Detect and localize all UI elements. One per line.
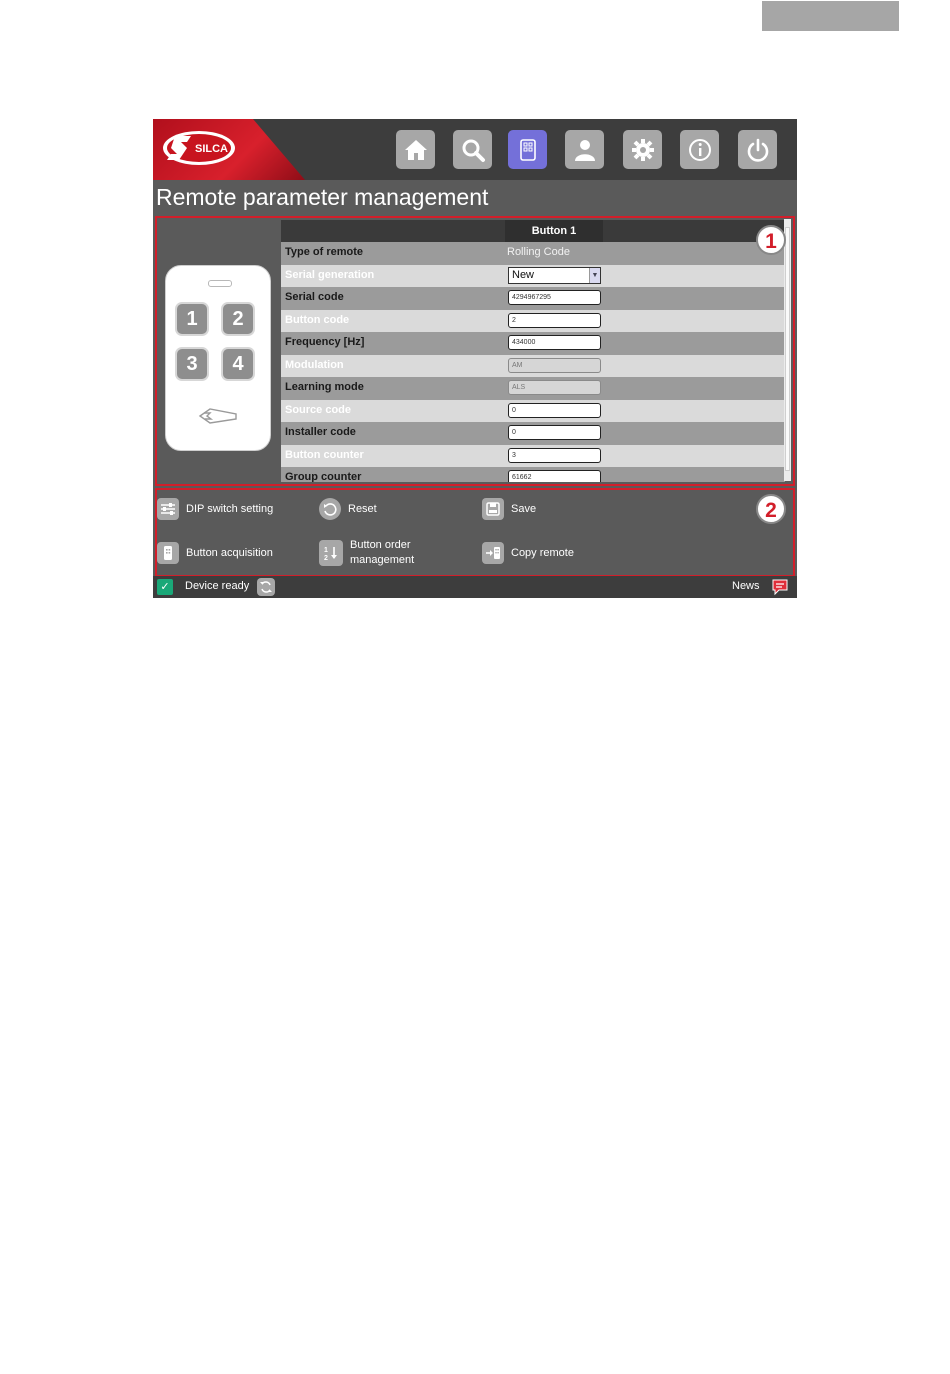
top-bar <box>153 119 797 180</box>
remote-key-4[interactable]: 4 <box>221 347 255 381</box>
power-icon <box>745 137 771 163</box>
page-title: Remote parameter management <box>156 184 489 210</box>
select-value: New <box>512 268 535 281</box>
modulation-field: AM <box>508 358 601 373</box>
reset-button[interactable] <box>319 498 377 520</box>
callout-badge-1: 1 <box>756 225 786 255</box>
row-label: Type of remote <box>285 246 364 258</box>
type-of-remote-value: Rolling Code <box>507 246 570 258</box>
remote-database-icon <box>515 137 541 163</box>
row-label: Frequency [Hz] <box>285 336 365 348</box>
dip-switch-setting-button[interactable] <box>157 498 273 520</box>
settings-icon <box>630 137 656 163</box>
settings-button[interactable] <box>623 130 662 169</box>
button-counter-input[interactable]: 3 <box>508 448 601 463</box>
button-order-label <box>350 538 414 568</box>
news-label[interactable]: News <box>732 580 760 592</box>
remote-database-button[interactable] <box>508 130 547 169</box>
group-counter-input[interactable]: 61662 <box>508 470 601 482</box>
row-label: Source code <box>285 403 352 416</box>
table-row <box>281 287 785 310</box>
app-screen <box>153 119 797 598</box>
reset-icon <box>319 498 341 520</box>
remote-key-3[interactable]: 3 <box>175 347 209 381</box>
remote-led-slot <box>208 280 232 287</box>
table-row <box>281 332 785 355</box>
remote-brand-logo <box>196 406 240 426</box>
installer-code-input[interactable]: 0 <box>508 425 601 440</box>
search-icon <box>460 137 486 163</box>
user-icon <box>572 137 598 163</box>
table-row <box>281 310 785 333</box>
table-row <box>281 467 785 482</box>
table-row <box>281 422 785 445</box>
refresh-button[interactable] <box>257 578 275 596</box>
device-status-text: Device ready <box>185 580 250 592</box>
table-row <box>281 355 785 378</box>
table-row <box>281 400 785 423</box>
scrollbar-thumb[interactable] <box>785 227 790 471</box>
learning-mode-field: ALS <box>508 380 601 395</box>
row-label: Serial code <box>285 291 344 303</box>
save-icon <box>482 498 504 520</box>
remote-acquire-icon <box>157 542 179 564</box>
page-tab-marker <box>762 1 899 31</box>
copy-remote-label: Copy remote <box>511 547 574 559</box>
column-header-button-1: Button 1 <box>505 220 603 242</box>
copy-remote-button[interactable] <box>482 542 574 564</box>
serial-generation-select[interactable] <box>508 267 601 284</box>
frequency-input[interactable]: 434000 <box>508 335 601 350</box>
svg-text:1: 1 <box>324 547 328 554</box>
row-label: Button counter <box>285 448 364 461</box>
button-order-label-line2: management <box>350 554 415 566</box>
table-row <box>281 445 785 468</box>
device-ready-check-icon: ✓ <box>157 579 173 595</box>
callout-badge-2: 2 <box>756 494 786 524</box>
sliders-icon <box>157 498 179 520</box>
table-row <box>281 265 785 288</box>
button-acquisition-button[interactable] <box>157 542 273 564</box>
refresh-icon <box>259 580 273 594</box>
save-button[interactable] <box>482 498 536 520</box>
row-label: Learning mode <box>285 381 364 393</box>
parameters-table <box>281 220 785 482</box>
source-code-input[interactable]: 0 <box>508 403 601 418</box>
serial-code-input[interactable]: 4294967295 <box>508 290 601 305</box>
row-label: Serial generation <box>285 268 375 281</box>
home-button[interactable] <box>396 130 435 169</box>
dip-switch-label: DIP switch setting <box>186 503 274 515</box>
button-order-label-line1: Button order <box>350 539 411 551</box>
remote-key-2[interactable]: 2 <box>221 302 255 336</box>
svg-text:SILCA: SILCA <box>195 143 228 155</box>
table-row <box>281 242 785 265</box>
remote-image <box>165 265 271 451</box>
sort-order-icon <box>319 540 343 566</box>
news-icon[interactable] <box>771 578 789 596</box>
table-scrollbar[interactable] <box>784 219 791 481</box>
button-code-input[interactable]: 2 <box>508 313 601 328</box>
status-bar <box>153 576 797 598</box>
reset-label: Reset <box>348 503 377 515</box>
row-label: Modulation <box>285 358 344 371</box>
power-button[interactable] <box>738 130 777 169</box>
table-row <box>281 377 785 400</box>
user-button[interactable] <box>565 130 604 169</box>
home-icon <box>403 137 429 163</box>
remote-key-1[interactable]: 1 <box>175 302 209 336</box>
row-label: Group counter <box>285 471 362 482</box>
svg-text:2: 2 <box>324 555 328 561</box>
save-label: Save <box>511 503 537 515</box>
info-icon <box>687 137 713 163</box>
silca-logo <box>161 128 237 168</box>
row-label: Button code <box>285 313 350 326</box>
chevron-down-icon[interactable]: ▼ <box>589 268 600 283</box>
info-button[interactable] <box>680 130 719 169</box>
button-acquisition-label: Button acquisition <box>186 547 273 559</box>
row-label: Installer code <box>285 426 356 438</box>
table-header <box>281 220 785 242</box>
copy-remote-icon <box>482 542 504 564</box>
button-order-management-button[interactable] <box>319 538 414 568</box>
search-button[interactable] <box>453 130 492 169</box>
